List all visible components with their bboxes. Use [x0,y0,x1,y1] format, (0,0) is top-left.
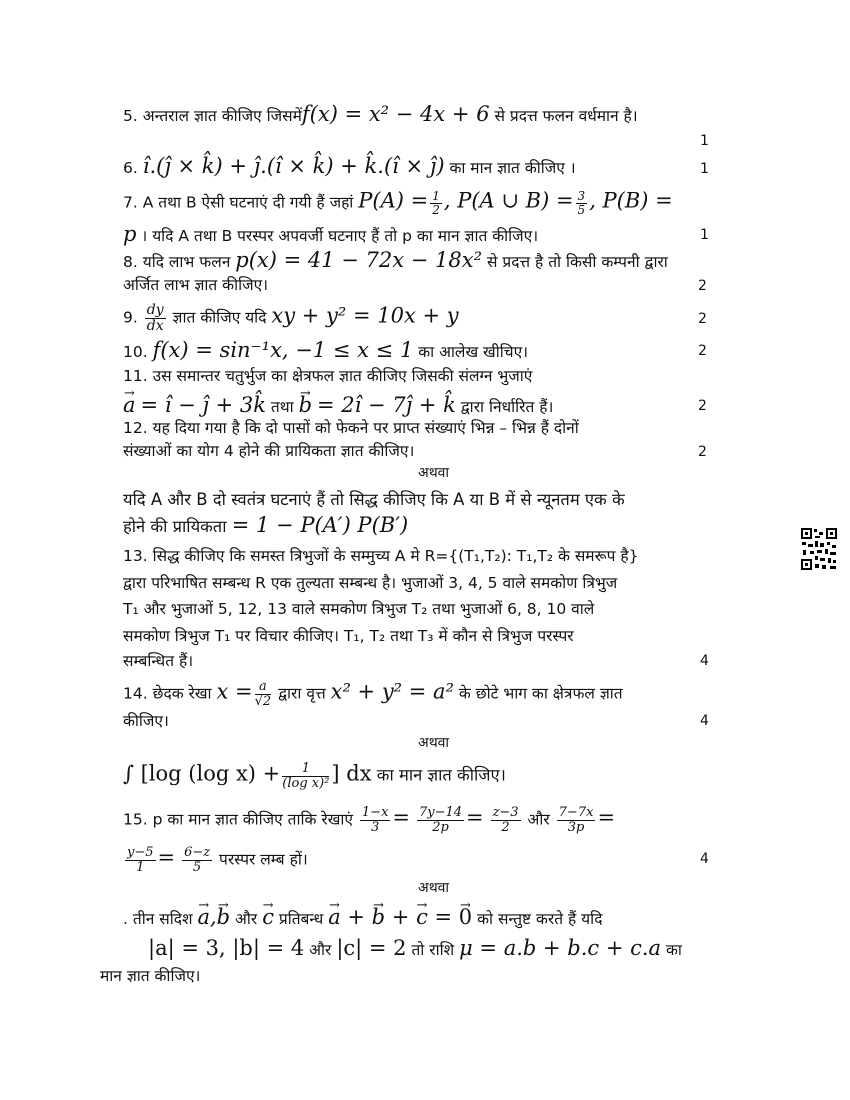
q7-line1 [123,190,673,216]
q14-integral-fraction: $\frac{1}{\text{(log x)²}}$ [282,761,330,791]
q14-math-circle: x² + y² = a² [330,679,454,704]
q12-marks: 2 [698,444,707,460]
q10-marks: 2 [698,343,707,359]
q14-fraction: $\frac{a}{√2}$ [254,679,272,709]
q13-line5: सम्बन्धित हैं। [123,652,194,670]
q8-number: 8. [123,253,138,271]
q6-math: î.(ĵ × k̂) + ĵ.(î × k̂) + k̂.(î × ĵ) [142,154,445,178]
q9-line [123,303,459,333]
q14-text-2: द्वारा वृत्त [278,684,326,703]
q14-number: 14. [123,684,148,703]
q13-line4: समकोण त्रिभुज T₁ पर विचार कीजिए। T₁, T₂ तथा T₃ में कौन से त्रिभुज परस्पर [123,627,574,645]
q10-number: 10. [123,343,148,361]
q8-line2: अर्जित लाभ ज्ञात कीजिए। [123,276,269,294]
q15-alt-text-2: प्रतिबन्ध [278,910,324,928]
q13-line1 [123,546,638,566]
q15-fraction-2: $\frac{7y-14}{2p}$ [418,805,463,835]
q11-number: 11. [123,367,148,385]
q11-math-a: = î − ĵ + 3k̂ [140,393,266,417]
q7-math-pab: , P(A ∪ B) = [443,188,574,213]
q12-number: 12. [123,419,148,437]
q12-line1 [123,418,579,438]
q8-math: p(x) = 41 − 72x − 18x² [235,248,483,272]
q7-math-pa: P(A) = [358,188,429,213]
q7-math-p: p [123,222,137,246]
q5-text: अन्तराल ज्ञात कीजिए जिसमें [142,107,302,125]
q11-line2 [123,395,553,417]
q15-alt-math-2: |c| = 2 [336,936,407,960]
q5-math: f(x) = x² − 4x + 6 [301,102,490,126]
q7-fraction-1: $\frac{1}{2}$ [432,189,440,217]
q14-integral-text: का मान ज्ञात कीजिए। [376,765,506,785]
q9-math: xy + y² = 10x + y [271,303,459,328]
q15-alt-text-4: तो राशि [411,941,455,959]
q12-alt-line2 [123,515,408,537]
q8-line1 [123,250,668,272]
q5-number: 5. [123,107,138,125]
q6-marks: 1 [700,161,709,177]
q15-alt-line2 [148,938,682,960]
q15-text-end: परस्पर लम्ब हों। [219,850,308,869]
q13-line3: T₁ और भुजाओं 5, 12, 13 वाले समकोण त्रिभुज T₂ तथा भुजाओं 6, 8, 10 वाले [123,600,595,618]
q11-conj: तथा [270,398,294,416]
q9-marks: 2 [698,311,707,327]
q11-text: उस समान्तर चतुर्भुज का क्षेत्रफल ज्ञात कीजिए जिसकी संलग्न भुजाएं [152,367,533,385]
q14-line2: कीजिए। [123,712,169,730]
q15-number: 15. [123,810,148,829]
q15-alt-text-3: को सन्तुष्ट करते हैं यदि [477,910,603,928]
q6-number: 6. [123,159,138,177]
vector-a: → a [197,907,210,927]
q15-conj: और [527,810,550,829]
q13-marks: 4 [700,653,709,669]
q12-alt-math: = 1 − P(A′) P(B′) [231,513,409,537]
q12-alt-text: होने की प्रायिकता [123,517,227,536]
q15-line2: $\frac{y-5}{1}$ = $\frac{6-z}{5}$ परस्पर लम्ब हों। [127,845,308,875]
q14-math-x: x = [216,679,253,704]
vector-a: → a [123,395,136,415]
q15-alt-line3: मान ज्ञात कीजिए। [100,967,201,985]
q14-line1 [123,680,623,708]
q12-alt-line1: यदि A और B दो स्वतंत्र घटनाएं हैं तो सिद्ध कीजिए कि A या B में से न्यूनतम एक के [123,490,625,509]
q7-fraction-2: $\frac{3}{5}$ [577,189,586,217]
q10-math: f(x) = sin⁻¹x, −1 ≤ x ≤ 1 [152,338,414,362]
q10-text: का आलेख खीचिए। [418,343,529,361]
q11-marks: 2 [698,398,707,414]
q7-text: A तथा B ऐसी घटनाएं दी गयी हैं जहां [142,193,354,212]
q14-marks: 4 [700,713,709,729]
q15-fraction-4: $\frac{7-7x}{3p}$ [558,805,594,835]
vector-b: → b [299,395,312,415]
q9-text: ज्ञात कीजिए यदि [172,308,267,327]
q5-marks: 1 [700,133,709,149]
q7-marks: 1 [700,227,709,243]
q14-integral-line [123,762,506,790]
q12-or: अथवा [418,465,450,481]
q9-derivative: $\frac{dy}{dx}$ [146,302,164,334]
q14-integral-end: ] dx [331,761,372,786]
q15-marks: 4 [700,851,709,867]
q7-math-pb: , P(B) = [589,188,673,213]
q11-math-b: = 2î − 7ĵ + k̂ [316,393,456,417]
q7-text-2: । यदि A तथा B परस्पर अपवर्जी घटनाए हैं तो p का मान ज्ञात कीजिए। [141,227,539,245]
q11-text-end: द्वारा निर्धारित हैं। [460,398,554,416]
q14-text-3: के छोटे भाग का क्षेत्रफल ज्ञात [458,684,623,703]
q8-marks: 2 [698,278,707,294]
q15-alt-text-5: का [666,941,682,959]
vector-b: → b [217,907,230,927]
q15-alt-conj: और [235,910,258,928]
qr-code-icon [800,527,838,571]
q12-text: यह दिया गया है कि दो पासों को फेकने पर प्राप्त संख्याएं भिन्न – भिन्न हैं दोनों [152,419,579,437]
q15-fraction-3: $\frac{z-3}{2}$ [492,805,519,835]
q15-alt-math-3: μ = a.b + b.c + c.a [459,936,662,960]
q15-or: अथवा [418,880,450,896]
q9-number: 9. [123,308,138,327]
q15-alt-line1: . तीन सदिश → a,→ b और → c प्रतिबन्ध → a + → b + → c = → 0 को सन्तुष्ट करते हैं यदि [123,907,602,929]
q15-alt-conj-2: और [309,941,332,959]
q7-number: 7. [123,193,138,212]
q15-alt-text: . तीन सदिश [123,910,193,928]
q11-line1 [123,366,532,386]
q12-line2: संख्याओं का योग 4 होने की प्रायिकता ज्ञात कीजिए। [123,442,415,460]
q6-text: का मान ज्ञात कीजिए । [449,159,576,177]
q10-line [123,340,528,362]
q14-text: छेदक रेखा [152,684,212,703]
q6-line [123,156,576,178]
q15-text: p का मान ज्ञात कीजिए ताकि रेखाएं [152,810,353,829]
q13-number: 13. [123,547,148,565]
vector-c: → c [262,907,274,927]
q15-alt-math-1: |a| = 3, |b| = 4 [148,936,305,960]
q8-text: यदि लाभ फलन [142,253,231,271]
q5-text-end: से प्रदत्त फलन वर्धमान है। [494,107,638,125]
q15-fraction-1: $\frac{1-x}{3}$ [361,805,389,835]
q5-line [123,104,638,126]
q14-or: अथवा [418,735,450,751]
q13-text-1: सिद्ध कीजिए कि समस्त त्रिभुजों के सम्मुच्य A मे R={(T₁,T₂): T₁,T₂ के समरूप है} [152,547,639,565]
q13-line2: द्वारा परिभाषित सम्बन्ध R एक तुल्यता सम्बन्ध है। भुजाओं 3, 4, 5 वाले समकोण त्रिभुज [123,574,618,592]
q7-line2 [123,224,538,246]
q15-line1: 15. p का मान ज्ञात कीजिए ताकि रेखाएं $\frac{1-x}{3}$ = $\frac{7y-14}{2p}$ = $\frac{z-3}{2}$ और $\frac{7-7x}{3p}$ = [123,805,616,835]
q14-integral: ∫ [log (log x) + [123,761,281,786]
q8-text-end: से प्रदत्त है तो किसी कम्पनी द्वारा [486,253,668,271]
q15-fraction-5: $\frac{y-5}{1}$ [127,845,154,875]
q15-fraction-6: $\frac{6-z}{5}$ [184,845,211,875]
